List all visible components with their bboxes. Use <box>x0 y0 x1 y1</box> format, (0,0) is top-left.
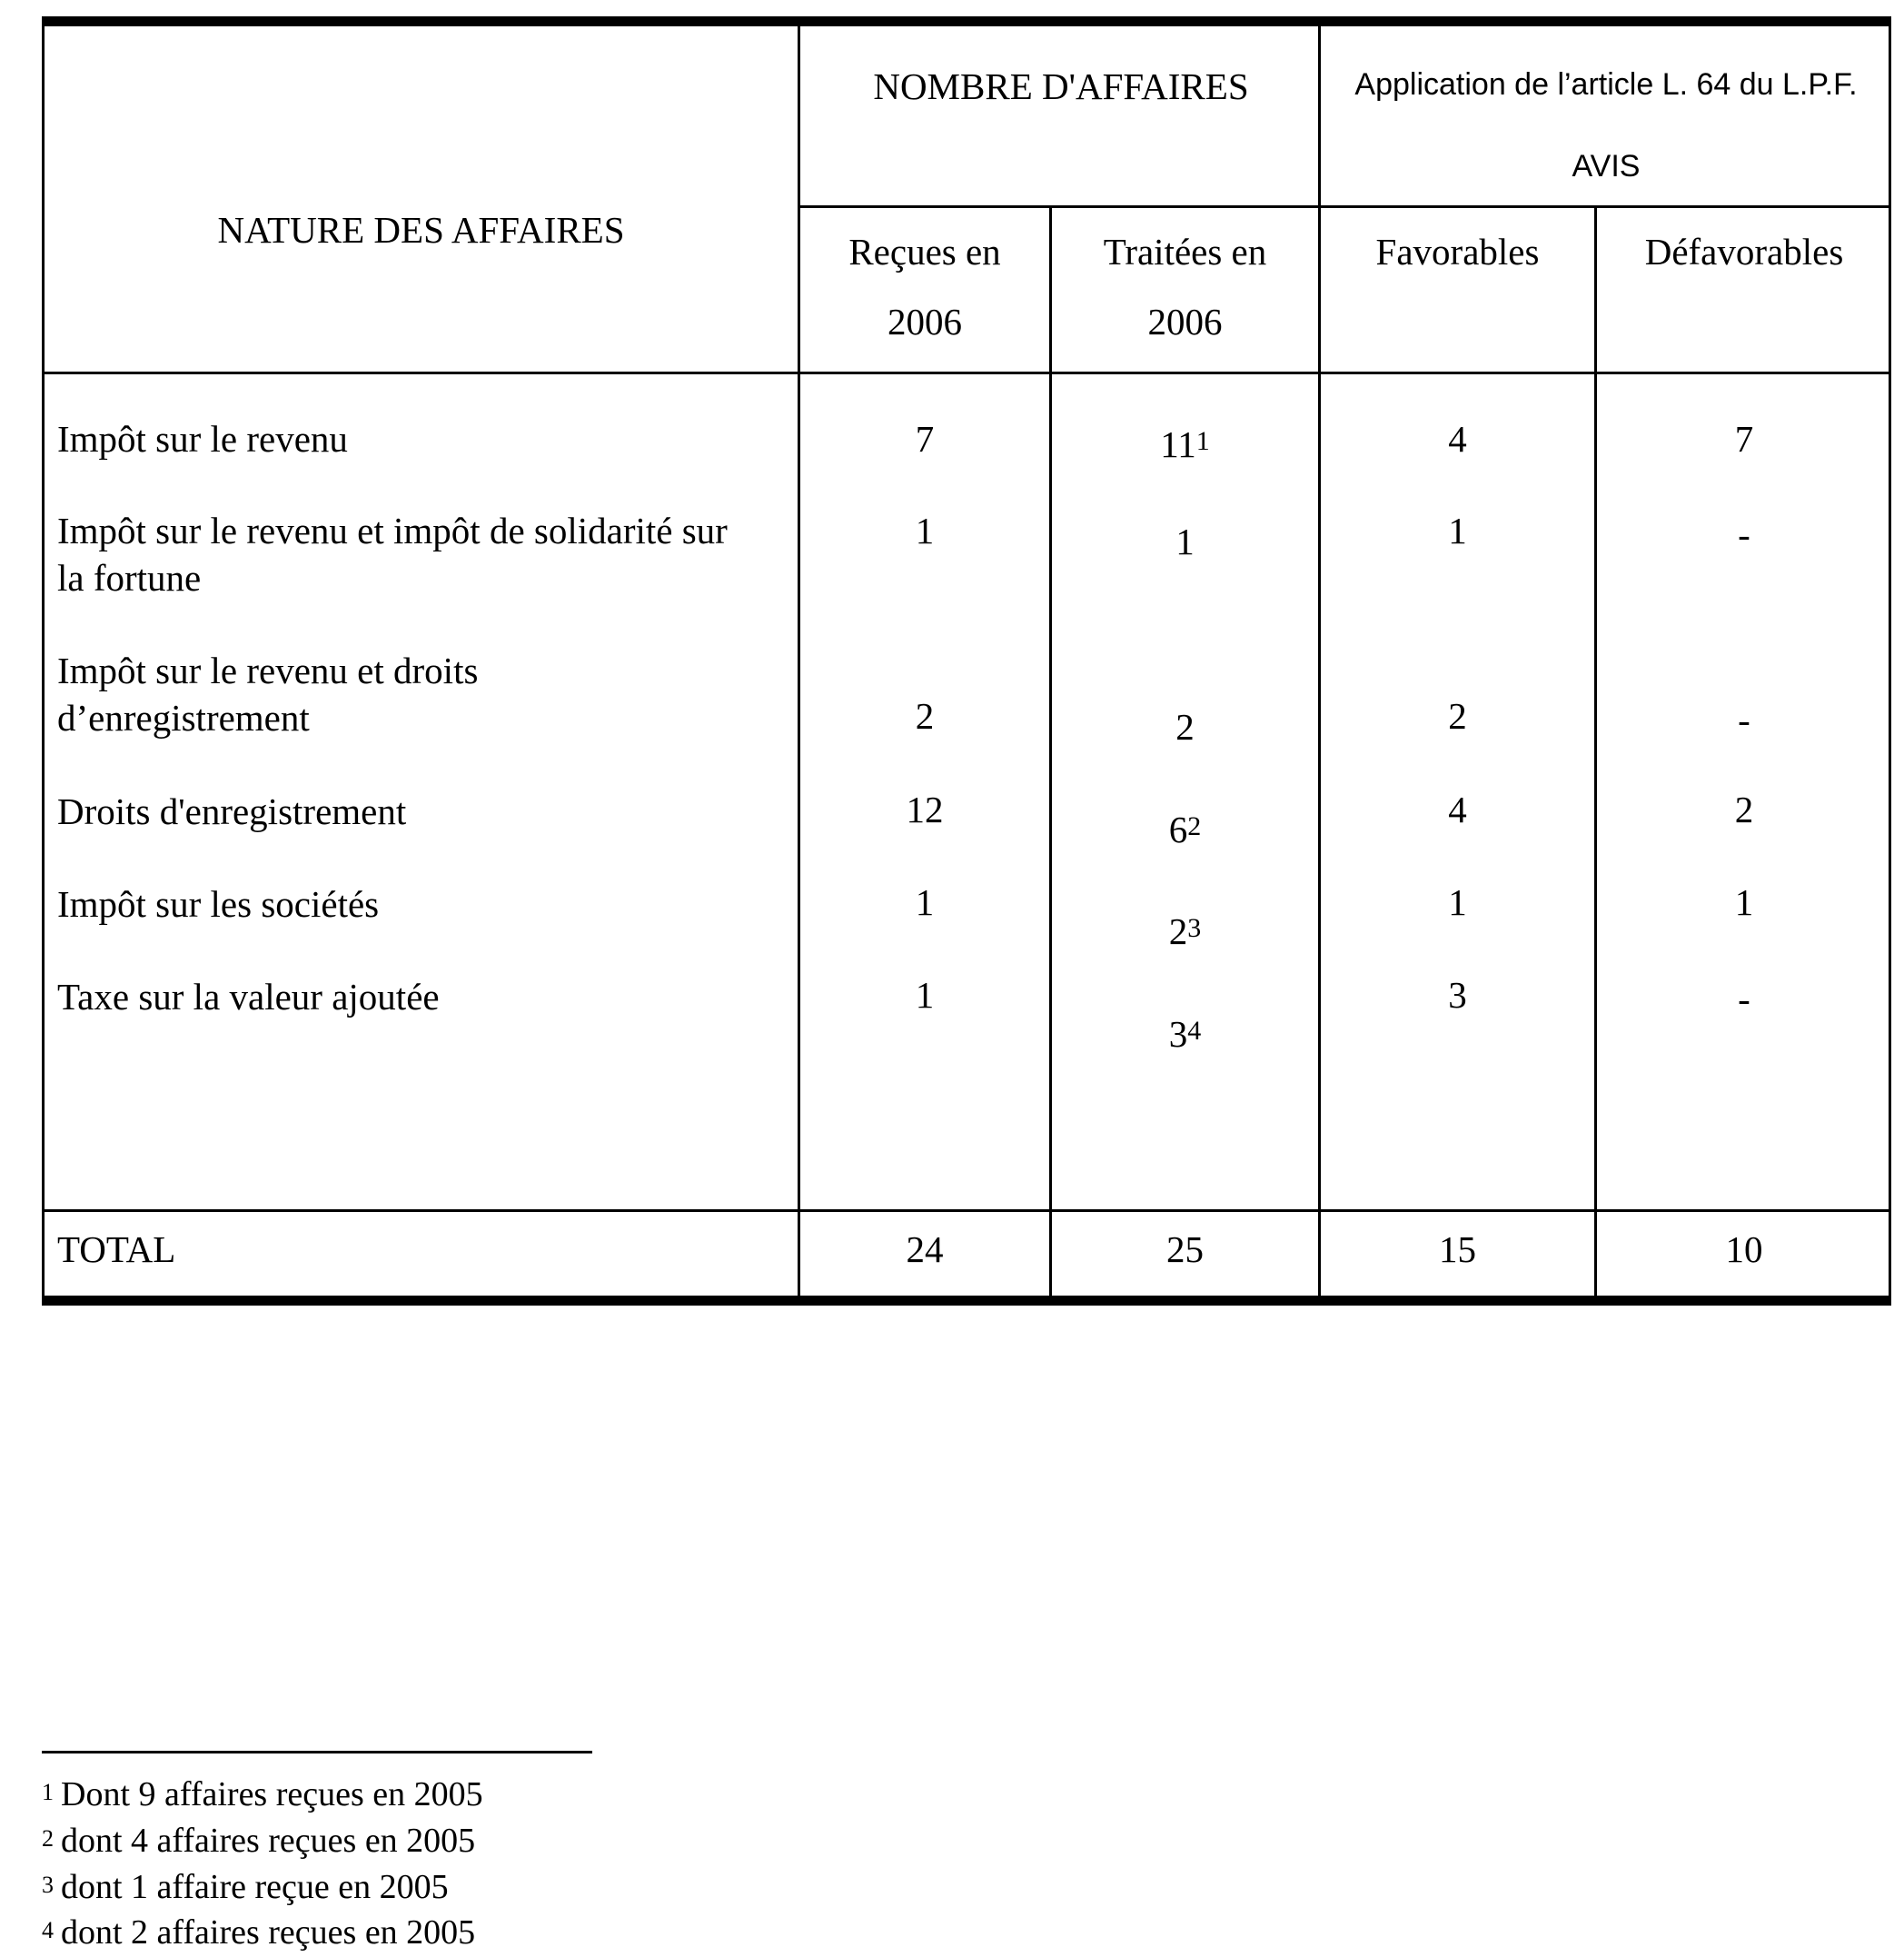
footnote-ref: 2 <box>1187 811 1202 841</box>
footnote-number: 3 <box>42 1872 54 1898</box>
row-traitees: 1 <box>1175 521 1195 562</box>
footnote-number: 1 <box>42 1779 54 1805</box>
col-divider-3 <box>1318 26 1321 1296</box>
header-traitees-line2: 2006 <box>1147 301 1223 343</box>
row-recues: 12 <box>906 789 944 830</box>
row-favorables: 4 <box>1448 789 1467 830</box>
row-recues: 1 <box>915 510 935 551</box>
row-defavorables: - <box>1738 978 1750 1019</box>
footnote-text: Dont 9 affaires reçues en 2005 <box>61 1775 483 1813</box>
row-recues: 2 <box>915 695 935 737</box>
col-divider-2 <box>1049 205 1052 1296</box>
header-defavorables: Défavorables <box>1644 231 1844 273</box>
col-divider-1 <box>798 26 800 1296</box>
footnote-ref: 4 <box>1187 1016 1202 1046</box>
row-recues: 7 <box>915 418 935 460</box>
row-traitees-value: 3 <box>1168 1013 1188 1055</box>
row-traitees <box>1052 1010 1318 1062</box>
total-recues: 24 <box>906 1228 944 1270</box>
row-traitees-value: 6 <box>1168 809 1188 850</box>
row-label: Impôt sur le revenu et droits <box>57 650 479 691</box>
row-traitees-value: 11 <box>1160 423 1196 465</box>
header-traitees <box>1052 228 1318 345</box>
total-defavorables: 10 <box>1725 1228 1763 1270</box>
row-traitees-value: 2 <box>1168 910 1188 952</box>
header-avis: AVIS <box>1572 149 1641 184</box>
header-favorables: Favorables <box>1375 231 1540 273</box>
row-defavorables: 1 <box>1734 881 1754 923</box>
footnote-ref: 3 <box>1187 913 1202 943</box>
footnote <box>42 1912 475 1957</box>
row-recues: 1 <box>915 881 935 923</box>
row-label-line2: la fortune <box>57 557 202 599</box>
header-recues-line1: Reçues en <box>848 231 1001 273</box>
footnote-text: dont 1 affaire reçue en 2005 <box>61 1868 449 1906</box>
header-recues <box>800 228 1049 345</box>
row-label: Taxe sur la valeur ajoutée <box>57 976 440 1018</box>
footnote-text: dont 2 affaires reçues en 2005 <box>61 1913 476 1952</box>
row-traitees <box>1052 908 1318 959</box>
row-defavorables: 2 <box>1734 789 1754 830</box>
footnote <box>42 1866 449 1912</box>
row-label-line2: d’enregistrement <box>57 697 310 739</box>
row-favorables: 1 <box>1448 881 1467 923</box>
row-favorables: 4 <box>1448 418 1467 460</box>
row-recues: 1 <box>915 974 935 1016</box>
row-traitees <box>1052 806 1318 858</box>
total-label: TOTAL <box>57 1228 176 1270</box>
row-defavorables: - <box>1738 513 1750 555</box>
row-favorables: 3 <box>1448 974 1467 1016</box>
header-recues-line2: 2006 <box>888 301 962 343</box>
header-nombre-affaires: NOMBRE D'AFFAIRES <box>873 65 1249 107</box>
row-label: Droits d'enregistrement <box>57 790 407 832</box>
header-divider-bottom <box>45 372 1889 374</box>
footnote-number: 4 <box>42 1917 54 1943</box>
col-divider-4 <box>1594 205 1597 1296</box>
footnote-separator <box>42 1751 592 1753</box>
footnote-text: dont 4 affaires reçues en 2005 <box>61 1822 476 1860</box>
footnote-ref: 1 <box>1195 426 1210 456</box>
summary-table <box>42 16 1891 1306</box>
row-label: Impôt sur le revenu <box>57 418 348 460</box>
footnote-number: 2 <box>42 1825 54 1852</box>
header-article: Application de l’article L. 64 du L.P.F. <box>1354 67 1858 102</box>
header-traitees-line1: Traitées en <box>1103 231 1267 273</box>
row-favorables: 1 <box>1448 510 1467 551</box>
row-defavorables: - <box>1738 699 1750 740</box>
row-label: Impôt sur les sociétés <box>57 883 380 925</box>
row-traitees: 2 <box>1175 706 1195 748</box>
total-traitees: 25 <box>1166 1228 1204 1270</box>
row-favorables: 2 <box>1448 695 1467 737</box>
total-favorables: 15 <box>1439 1228 1476 1270</box>
row-traitees <box>1052 421 1318 472</box>
footnote <box>42 1773 483 1819</box>
row-defavorables: 7 <box>1734 418 1754 460</box>
row-label: Impôt sur le revenu et impôt de solidarité sur <box>57 510 728 551</box>
header-nature-affaires: NATURE DES AFFAIRES <box>217 209 625 251</box>
header-divider-top <box>798 205 1889 208</box>
footnote <box>42 1820 475 1865</box>
total-divider <box>45 1209 1889 1212</box>
